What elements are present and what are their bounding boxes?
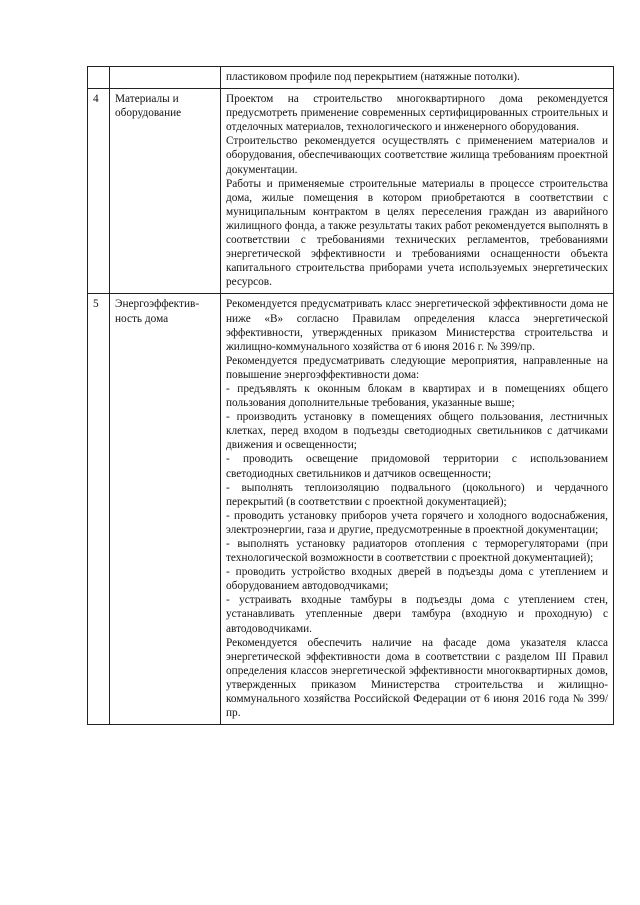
list-item: - предъявлять к оконным блокам в квартирах и в помещениях общего пользования дополнительные требования, указанные выше;: [226, 382, 608, 410]
list-item: - выполнять теплоизоляцию подвального (цокольного) и чердачного перекрытий (в соответствии с проектной документацией);: [226, 481, 608, 508]
row-number-cell: 4: [88, 89, 110, 294]
paragraph: Рекомендуется предусматривать следующие мероприятия, направленные на повышение энергоэффективности дома:: [226, 354, 608, 381]
paragraph: пластиковом профиле под перекрытием (натяжные потолки).: [226, 71, 520, 83]
list-item: - проводить освещение придомовой территории с использованием светодиодных светильников и датчиков освещенности;: [226, 453, 608, 480]
list-item: - устраивать входные тамбуры в подъезды дома с утеплением стен, устанавливать утепленные двери тамбура (входную и проходную) с автодоводчиками.: [226, 594, 608, 635]
paragraph: Строительство рекомендуется осуществлять с применением материалов и оборудования, обеспечивающих соответствие жилища требованиям проектной документации.: [226, 135, 608, 176]
row-name-cell: Материалы и оборудование: [110, 89, 221, 294]
row-text-cell: [221, 67, 614, 89]
table-row: [88, 67, 614, 89]
row-number-cell: 5: [88, 294, 110, 725]
table-row: [88, 89, 614, 294]
list-item: - выполнять установку радиаторов отопления с терморегуляторами (при технологической возможности в соответствии с проектной документацией);: [226, 538, 608, 565]
list-item: - проводить установку приборов учета горячего и холодного водоснабжения, электроэнергии, газа и другие, предусмотренные в проектной документации;: [226, 509, 608, 536]
row-text-cell: [221, 294, 614, 725]
paragraph: Проектом на строительство многоквартирного дома рекомендуется предусмотреть применение современных сертифицированных строительных и отделочных материалов, технологического и инженерного оборудования.: [226, 93, 608, 134]
list-item: - проводить устройство входных дверей в подъезды дома с утеплением и оборудованием автодоводчиками;: [226, 566, 608, 593]
paragraph: Рекомендуется предусматривать класс энергетической эффективности дома не ниже «В» согласно Правилам определения класса энергетической эффективности, утвержденных приказом Министерства строительства и жилищно-коммунального хозяйства от 6 июня 2016 г. № 399/пр.: [226, 298, 608, 353]
requirements-table: [87, 66, 614, 725]
row-number-cell: [88, 67, 110, 89]
paragraph: Работы и применяемые строительные материалы в процессе строительства дома, жилые помещения в котором приобретаются в соответствии с муниципальным контрактом в целях переселения граждан из аварийного жилищного фонда, а также результаты таких работ рекомендуется выполнять в соответствии с требованиями технических регламентов, требованиями энергетической эффективности и требованиями оснащенности объекта капитального строительства приборами учета используемых энергетических ресурсов.: [226, 177, 608, 289]
row-name-cell: Энергоэффектив-ность дома: [110, 294, 221, 725]
list-item: - производить установку в помещениях общего пользования, лестничных клетках, перед входом в подъезды светодиодных светильников с датчиками движения и освещенности;: [226, 411, 608, 452]
row-name-cell: [110, 67, 221, 89]
row-text-cell: [221, 89, 614, 294]
table-row: [88, 294, 614, 725]
paragraph: Рекомендуется обеспечить наличие на фасаде дома указателя класса энергетической эффективности дома в соответствии с разделом III Правил определения классов энергетической эффективности многоквартирных домов, утвержденных приказом Министерства строительства и жилищно-коммунального хозяйства Российской Федерации от 6 июня 2016 года № 399/пр.: [226, 636, 608, 720]
